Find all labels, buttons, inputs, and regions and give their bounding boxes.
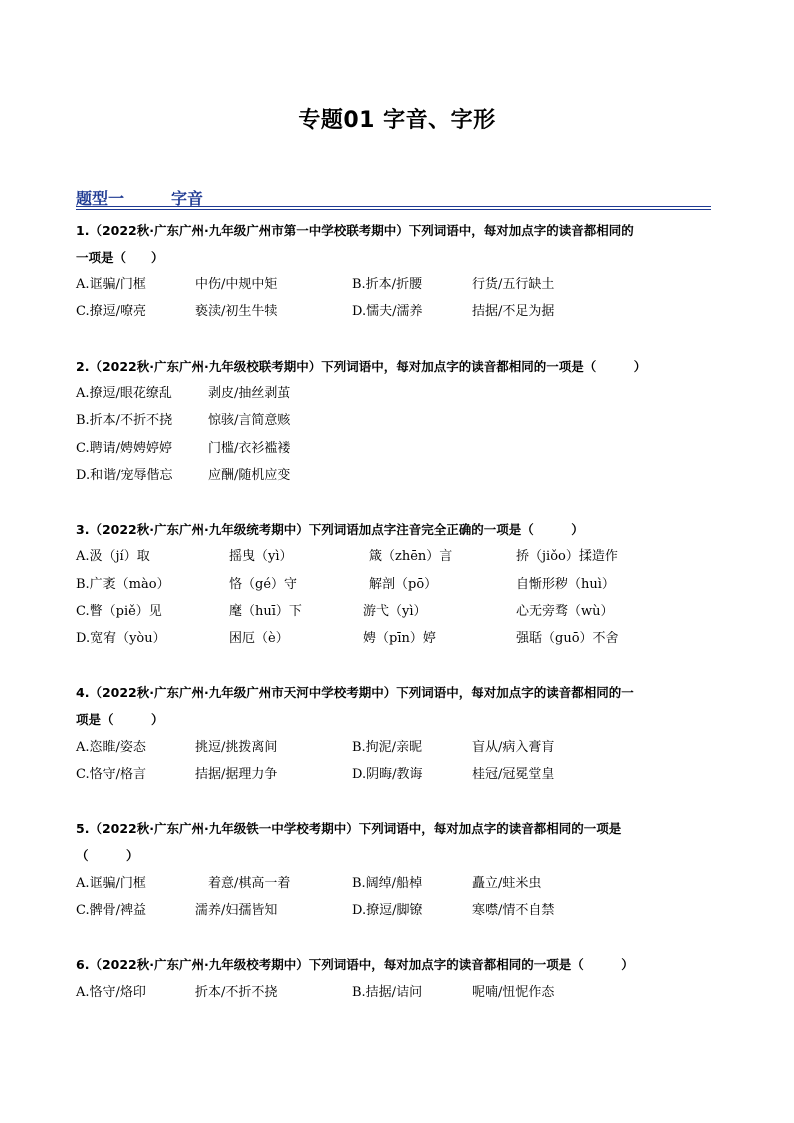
q2-option-c-2: 门槛/衣衫褴褛: [208, 441, 291, 456]
q5-option-c-2: 濡养/妇孺皆知: [195, 903, 278, 918]
question-3-stem: 3.（2022秋·广东广州·九年级统考期中）下列词语加点字注音完全正确的一项是（ ）: [76, 522, 584, 537]
page-title: 专题01 字音、字形: [298, 108, 496, 133]
q5-option-c: C.髀骨/裨益: [76, 903, 146, 918]
q5-option-d: D.撩逗/脚镣: [352, 903, 423, 918]
q3-option-a-4: 挢（jiǒo）揉造作: [516, 549, 618, 564]
q2-option-b-2: 惊骇/言简意赅: [208, 413, 291, 428]
q3-option-a-2: 摇曳（yì）: [229, 549, 293, 564]
q3-option-d-4: 强聒（guō）不舍: [516, 631, 619, 646]
section-heading: [76, 186, 711, 208]
q4-option-a: A.恣睢/姿态: [76, 740, 146, 755]
q3-option-b-2: 恪（gé）守: [229, 577, 298, 592]
q1-option-b-2: 行货/五行缺土: [472, 277, 555, 292]
q4-option-d: D.阴晦/教诲: [352, 767, 423, 782]
q3-option-a-3: 箴（zhēn）言: [369, 549, 453, 564]
q5-option-b-2: 矗立/蛀米虫: [472, 876, 542, 891]
q2-option-a-2: 剥皮/抽丝剥茧: [208, 386, 291, 401]
q3-option-d-2: 困厄（è）: [229, 631, 289, 646]
question-4-stem: 4.（2022秋·广东广州·九年级广州市天河中学校考期中）下列词语中，每对加点字的读音都相同的一: [76, 685, 634, 700]
q2-option-d-2: 应酬/随机应变: [208, 468, 291, 483]
q5-option-b: B.阔绰/船棹: [352, 876, 423, 891]
q3-option-d: D.宽宥（yòu）: [76, 631, 166, 646]
q2-option-c: C.聘请/娉娉婷婷: [76, 441, 172, 456]
q3-option-b: B.广袤（mào）: [76, 577, 170, 592]
q4-option-c-2: 拮据/据理力争: [195, 767, 278, 782]
q4-option-d-2: 桂冠/冠冕堂皇: [472, 767, 555, 782]
q1-option-d: D.懦夫/濡养: [352, 304, 423, 319]
q3-option-b-4: 自惭形秽（huì）: [516, 577, 615, 592]
q3-option-c: C.瞥（piě）见: [76, 604, 162, 619]
q3-option-a: A.汲（jí）取: [76, 549, 150, 564]
q3-option-c-2: 麾（huī）下: [229, 604, 302, 619]
q4-option-b-2: 盲从/病入膏肓: [472, 740, 555, 755]
section-name: 字音: [171, 189, 204, 208]
q4-option-a-2: 挑逗/挑拨离间: [195, 740, 278, 755]
q3-option-d-3: 娉（pīn）婷: [363, 631, 436, 646]
q1-option-d-2: 拮据/不足为据: [472, 304, 555, 319]
q1-option-a-2: 中伤/中规中矩: [195, 277, 278, 292]
q3-option-c-4: 心无旁骛（wù）: [516, 604, 614, 619]
question-4-stem-cont: 项是（ ）: [76, 712, 164, 727]
q2-option-d: D.和谐/宠辱偕忘: [76, 468, 173, 483]
question-1-stem: 1.（2022秋·广东广州·九年级广州市第一中学校联考期中）下列词语中，每对加点字的读音都相同的: [76, 223, 634, 238]
q6-option-b: B.拮据/诘问: [352, 985, 423, 1000]
question-5-stem: 5.（2022秋·广东广州·九年级铁一中学校考期中）下列词语中，每对加点字的读音都相同的一项是: [76, 821, 622, 836]
q6-option-b-2: 呢喃/忸怩作态: [472, 985, 555, 1000]
q5-option-a-2: 着意/棋高一着: [208, 876, 291, 891]
q4-option-b: B.拘泥/亲昵: [352, 740, 423, 755]
q6-option-a-2: 折本/不折不挠: [195, 985, 278, 1000]
q3-option-b-3: 解剖（pō）: [369, 577, 438, 592]
q5-option-a: A.诓骗/门框: [76, 876, 146, 891]
question-6-stem: 6.（2022秋·广东广州·九年级校考期中）下列词语中，每对加点字的读音都相同的一项是（ ）: [76, 957, 634, 972]
question-1-stem-cont: 一项是（ ）: [76, 250, 164, 265]
q1-option-b: B.折本/折腰: [352, 277, 423, 292]
q4-option-c: C.恪守/格言: [76, 767, 146, 782]
section-rule: [76, 206, 711, 207]
q1-option-c-2: 亵渎/初生牛犊: [195, 304, 278, 319]
q1-option-c: C.撩逗/嘹亮: [76, 304, 146, 319]
section-rule-thin: [76, 209, 711, 210]
q2-option-b: B.折本/不折不挠: [76, 413, 173, 428]
question-5-stem-cont: （ ）: [76, 848, 139, 863]
q1-option-a: A.诓骗/门框: [76, 277, 146, 292]
section-label: 题型一: [76, 189, 125, 208]
q5-option-d-2: 寒噤/情不自禁: [472, 903, 555, 918]
q3-option-c-3: 游弋（yì）: [363, 604, 427, 619]
q6-option-a: A.恪守/烙印: [76, 985, 146, 1000]
q2-option-a: A.撩逗/眼花缭乱: [76, 386, 172, 401]
question-2-stem: 2.（2022秋·广东广州·九年级校联考期中）下列词语中，每对加点字的读音都相同的一项是（ ）: [76, 359, 647, 374]
